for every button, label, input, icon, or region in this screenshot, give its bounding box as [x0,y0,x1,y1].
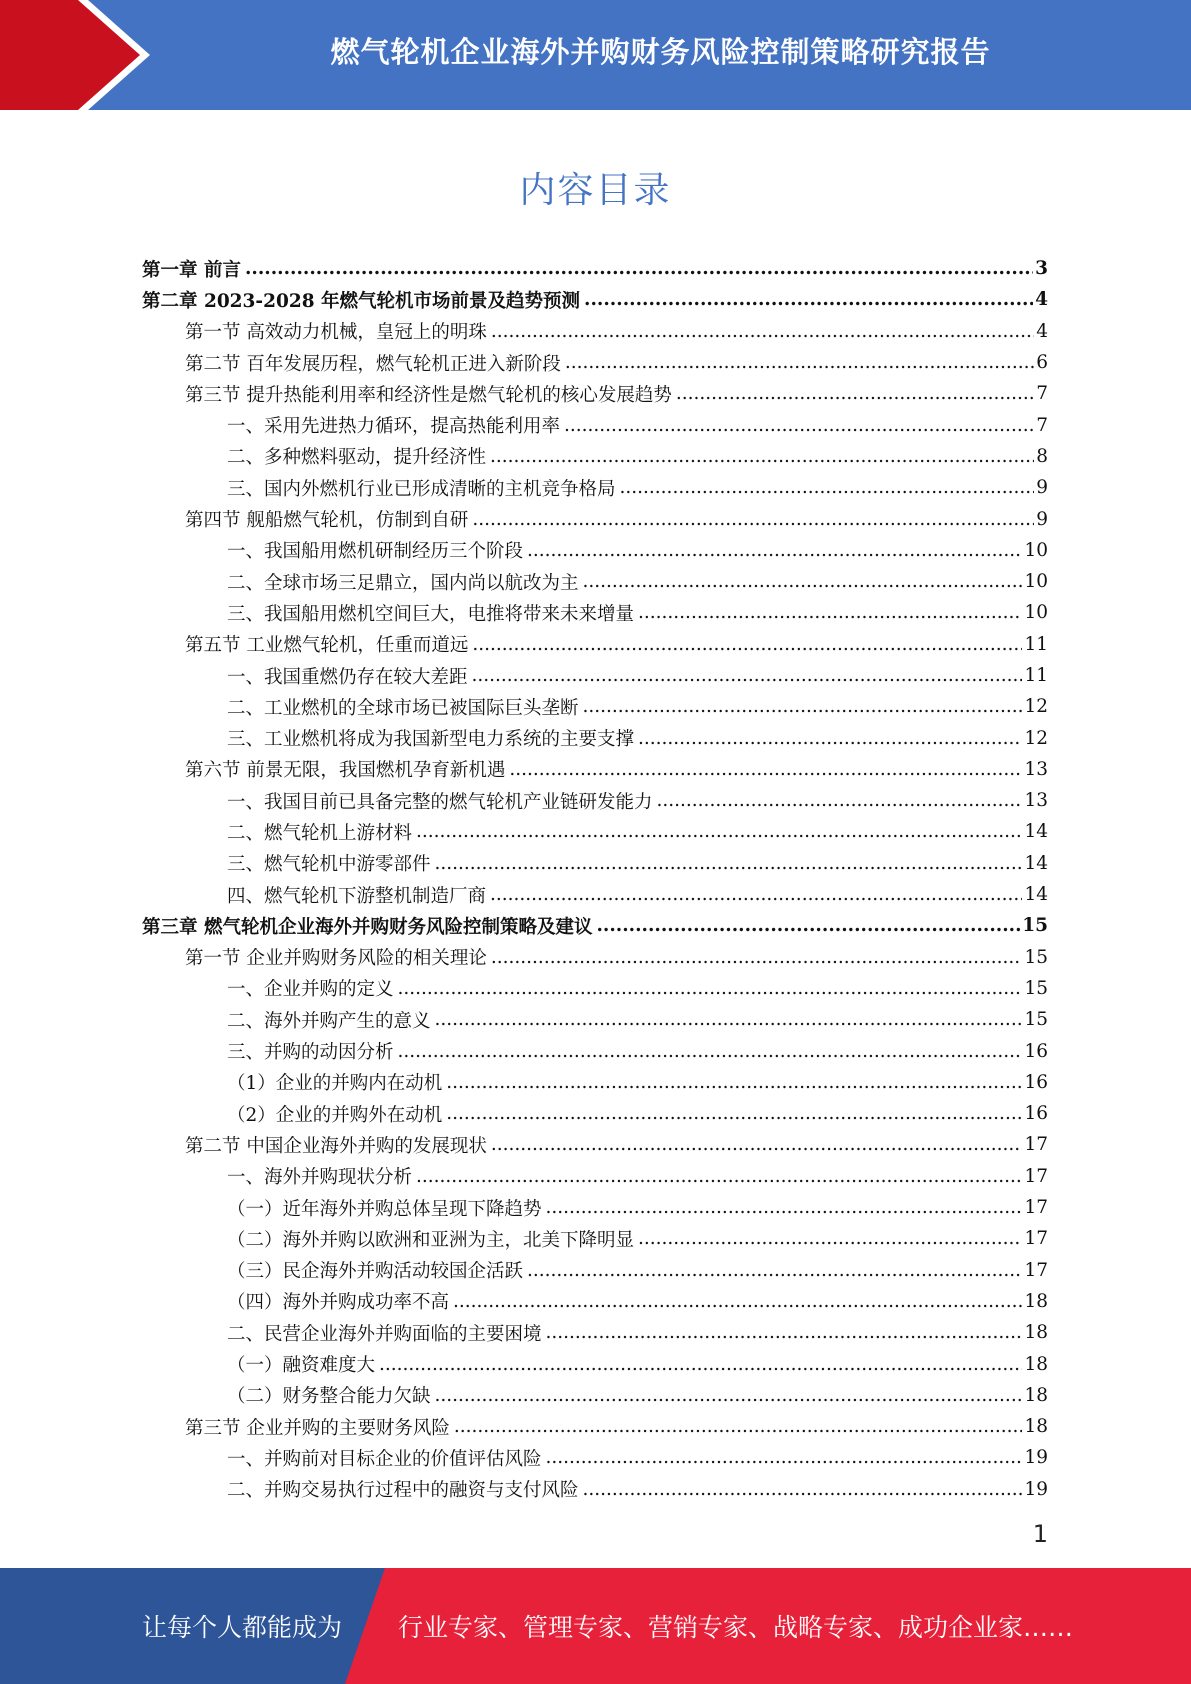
toc-dot-leader [491,947,1023,968]
header-banner [0,0,1191,110]
table-of-contents [142,253,1048,1505]
toc-entry[interactable] [142,722,1048,753]
toc-entry-page: 17 [1024,1259,1048,1281]
toc-entry-text: 二、燃气轮机上游材料 [227,822,413,844]
toc-entry-page: 18 [1024,1322,1048,1344]
toc-entry[interactable] [142,503,1048,534]
toc-entry-text: （2）企业的并购外在动机 [227,1104,443,1126]
toc-entry-text: 第二节 中国企业海外并购的发展现状 [185,1135,487,1157]
toc-entry[interactable] [142,535,1048,566]
toc-dot-leader [657,790,1023,811]
toc-entry-text: 二、并购交易执行过程中的融资与支付风险 [227,1480,579,1502]
toc-entry-text: （四）海外并购成功率不高 [227,1292,450,1314]
toc-dot-leader [245,258,1033,279]
toc-dot-leader [379,1354,1022,1375]
toc-entry-text: （二）财务整合能力欠缺 [227,1386,431,1408]
toc-entry-text: 第二节 百年发展历程，燃气轮机正进入新阶段 [185,353,561,375]
toc-dot-leader [490,446,1034,467]
toc-entry-page: 19 [1024,1478,1048,1500]
toc-entry[interactable] [142,1255,1048,1286]
toc-entry-text: 一、海外并购现状分析 [227,1167,413,1189]
toc-dot-leader [446,1103,1022,1124]
toc-entry-text: （1）企业的并购内在动机 [227,1073,443,1095]
toc-entry-text: 一、我国目前已具备完整的燃气轮机产业链研发能力 [227,791,653,813]
toc-entry-page: 16 [1024,1103,1048,1125]
toc-entry-text: 一、我国船用燃机研制经历三个阶段 [227,541,524,563]
toc-entry[interactable] [142,629,1048,660]
toc-entry-text: （二）海外并购以欧洲和亚洲为主，北美下降明显 [227,1229,635,1251]
toc-entry[interactable] [142,1192,1048,1223]
toc-entry-page: 16 [1024,1071,1048,1093]
toc-entry-page: 10 [1024,602,1048,624]
toc-entry[interactable] [142,1348,1048,1379]
toc-entry[interactable] [142,1442,1048,1473]
toc-entry-page: 15 [1024,946,1048,968]
toc-entry[interactable] [142,284,1048,315]
toc-entry-page: 18 [1024,1416,1048,1438]
toc-entry-text: （一）融资难度大 [227,1355,376,1377]
toc-dot-leader [435,1009,1023,1030]
toc-entry-page: 11 [1024,633,1048,655]
toc-entry-text: 一、并购前对目标企业的价值评估风险 [227,1448,542,1470]
toc-dot-leader [527,1260,1022,1281]
toc-dot-leader [472,665,1023,686]
toc-entry[interactable] [142,1067,1048,1098]
toc-entry[interactable] [142,848,1048,879]
toc-entry-text: 第三章 燃气轮机企业海外并购财务风险控制策略及建议 [142,916,593,938]
toc-entry-text: 第二章 2023-2028 年燃气轮机市场前景及趋势预测 [142,290,581,312]
toc-dot-leader [446,1072,1022,1093]
toc-dot-leader [490,884,1022,905]
toc-entry[interactable] [142,973,1048,1004]
toc-entry[interactable] [142,1129,1048,1160]
toc-entry[interactable] [142,754,1048,785]
toc-entry-page: 15 [1024,977,1048,999]
toc-entry-text: 一、我国重燃仍存在较大差距 [227,666,468,688]
toc-entry[interactable] [142,1286,1048,1317]
toc-entry[interactable] [142,472,1048,503]
toc-dot-leader [584,289,1033,310]
toc-dot-leader [564,415,1034,436]
toc-entry[interactable] [142,1035,1048,1066]
toc-entry-page: 18 [1024,1290,1048,1312]
footer-slogan-right: 行业专家、管理专家、营销专家、战略专家、成功企业家…… [398,1613,1074,1642]
toc-entry-page: 13 [1024,758,1048,780]
toc-entry[interactable] [142,942,1048,973]
toc-entry[interactable] [142,1098,1048,1129]
toc-dot-leader [453,1291,1022,1312]
toc-entry-page: 4 [1036,320,1048,342]
document-title: 燃气轮机企业海外并购财务风险控制策略研究报告 [330,34,991,69]
toc-entry-text: 第五节 工业燃气轮机，任重而道远 [185,635,469,657]
toc-entry-page: 17 [1024,1228,1048,1250]
toc-dot-leader [398,978,1023,999]
toc-entry-page: 19 [1024,1447,1048,1469]
toc-entry-text: 第三节 企业并购的主要财务风险 [185,1417,450,1439]
toc-dot-leader [416,1166,1022,1187]
toc-entry-page: 17 [1024,1134,1048,1156]
toc-dot-leader [527,540,1022,561]
toc-entry-text: 三、并购的动因分析 [227,1042,394,1064]
toc-entry[interactable] [142,910,1048,941]
toc-entry-page: 10 [1024,571,1048,593]
toc-dot-leader [472,634,1022,655]
toc-dot-leader [546,1197,1023,1218]
toc-entry[interactable] [142,566,1048,597]
toc-entry-page: 15 [1024,1009,1048,1031]
toc-entry-text: 二、海外并购产生的意义 [227,1010,431,1032]
toc-entry-page: 17 [1024,1165,1048,1187]
toc-entry-text: 第六节 前景无限，我国燃机孕育新机遇 [185,760,506,782]
toc-dot-leader [638,728,1022,749]
toc-entry[interactable] [142,1161,1048,1192]
toc-entry-page: 14 [1024,884,1048,906]
toc-entry-page: 16 [1024,1040,1048,1062]
toc-entry-page: 17 [1024,1197,1048,1219]
toc-entry-page: 9 [1036,508,1048,530]
page-number: 1 [1032,1520,1048,1548]
toc-entry[interactable] [142,409,1048,440]
toc-dot-leader [583,1479,1023,1500]
toc-entry-page: 12 [1024,727,1048,749]
toc-entry-text: 三、工业燃机将成为我国新型电力系统的主要支撑 [227,729,635,751]
toc-entry-page: 7 [1036,414,1048,436]
toc-entry[interactable] [142,597,1048,628]
toc-entry-text: 第一节 高效动力机械，皇冠上的明珠 [185,322,487,344]
toc-entry[interactable] [142,316,1048,347]
toc-dot-leader [676,383,1034,404]
toc-title: 内容目录 [519,170,672,211]
toc-entry-text: 二、工业燃机的全球市场已被国际巨头垄断 [227,697,579,719]
toc-entry-text: 二、全球市场三足鼎立，国内尚以航改为主 [227,572,579,594]
toc-entry[interactable] [142,1317,1048,1348]
toc-dot-leader [583,696,1023,717]
footer-banner [0,1568,1191,1684]
toc-entry[interactable] [142,816,1048,847]
toc-entry-text: 三、燃气轮机中游零部件 [227,854,431,876]
toc-entry[interactable] [142,879,1048,910]
toc-entry[interactable] [142,378,1048,409]
toc-entry-page: 14 [1024,821,1048,843]
toc-entry-page: 18 [1024,1353,1048,1375]
toc-dot-leader [435,853,1023,874]
toc-entry[interactable] [142,785,1048,816]
toc-entry-text: 三、国内外燃机行业已形成清晰的主机竞争格局 [227,478,616,500]
toc-entry[interactable] [142,1004,1048,1035]
toc-entry-page: 14 [1024,852,1048,874]
toc-dot-leader [454,1416,1023,1437]
toc-entry-text: 第一节 企业并购财务风险的相关理论 [185,948,487,970]
toc-entry-page: 6 [1036,352,1048,374]
toc-entry-page: 11 [1024,665,1048,686]
toc-entry-page: 4 [1035,289,1048,311]
toc-entry-text: 一、企业并购的定义 [227,979,394,1001]
toc-dot-leader [596,915,1020,936]
toc-entry-page: 7 [1036,383,1048,405]
toc-entry-text: 第三节 提升热能利用率和经济性是燃气轮机的核心发展趋势 [185,384,672,406]
toc-entry[interactable] [142,253,1048,284]
toc-entry-text: 三、我国船用燃机空间巨大，电推将带来未来增量 [227,603,635,625]
toc-entry-text: 四、燃气轮机下游整机制造厂商 [227,885,487,907]
toc-dot-leader [638,1228,1022,1249]
toc-dot-leader [565,352,1034,373]
toc-dot-leader [435,1385,1023,1406]
toc-entry-page: 10 [1024,539,1048,561]
toc-entry-text: 第一章 前言 [142,259,241,281]
toc-dot-leader [509,759,1022,780]
toc-entry[interactable] [142,441,1048,472]
toc-entry-text: （一）近年海外并购总体呈现下降趋势 [227,1198,542,1220]
toc-dot-leader [546,1447,1023,1468]
toc-entry-page: 12 [1024,696,1048,718]
toc-entry[interactable] [142,1223,1048,1254]
toc-entry-page: 15 [1022,915,1048,937]
toc-entry[interactable] [142,1411,1048,1442]
toc-entry-text: 第四节 舰船燃气轮机，仿制到自研 [185,510,469,532]
toc-dot-leader [416,821,1022,842]
toc-entry[interactable] [142,1380,1048,1411]
toc-entry-page: 3 [1035,258,1048,280]
toc-entry-text: 一、采用先进热力循环，提高热能利用率 [227,416,561,438]
toc-entry-page: 8 [1036,445,1048,467]
footer-slogan-left: 让每个人都能成为 [142,1613,343,1642]
toc-dot-leader [398,1041,1023,1062]
toc-entry-page: 13 [1024,790,1048,812]
toc-dot-leader [491,321,1034,342]
toc-entry[interactable] [142,691,1048,722]
toc-entry-text: 二、多种燃料驱动，提升经济性 [227,447,487,469]
toc-entry[interactable] [142,347,1048,378]
toc-entry[interactable] [142,660,1048,691]
toc-entry-text: 二、民营企业海外并购面临的主要困境 [227,1323,542,1345]
toc-entry[interactable] [142,1474,1048,1505]
toc-dot-leader [638,602,1022,623]
toc-entry-page: 9 [1036,477,1048,499]
toc-entry-text: （三）民企海外并购活动较国企活跃 [227,1261,524,1283]
toc-dot-leader [491,1134,1023,1155]
toc-entry-page: 18 [1024,1384,1048,1406]
toc-dot-leader [472,509,1034,530]
toc-dot-leader [583,571,1023,592]
toc-dot-leader [620,477,1035,498]
toc-dot-leader [546,1322,1023,1343]
